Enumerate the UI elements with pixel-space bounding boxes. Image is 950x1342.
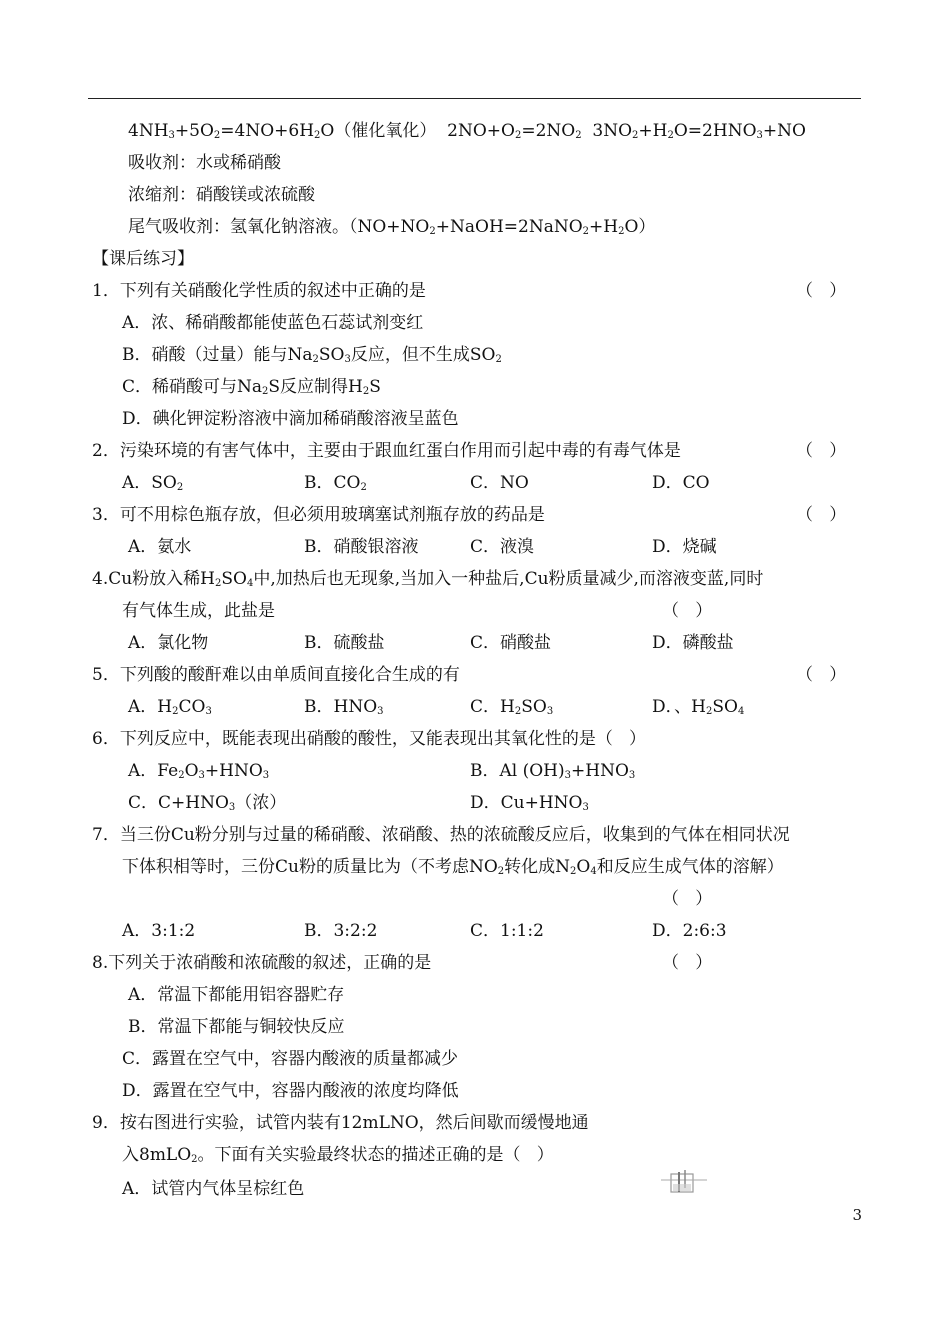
option-q6cd-0: C．$C+HNO_3$（浓） (128, 793, 287, 813)
question-line-q9b: 入8mLO$_2$。下面有关实验最终状态的描述正确的是（ ） (122, 1145, 554, 1165)
question-line-q1a: A．浓、稀硝酸都能使蓝色石蕊试剂变红 (122, 313, 424, 333)
question-line-q4b: 有气体生成，此盐是 (122, 601, 275, 621)
question-line-q8d: D．露置在空气中，容器内酸液的浓度均降低 (122, 1081, 459, 1101)
answer-blank-q5: （ ） (796, 665, 847, 685)
option-q3opts-1: B．硝酸银溶液 (304, 537, 419, 557)
option-q4opts-1: B．硫酸盐 (304, 633, 385, 653)
option-q6ab-0: A．$Fe_2O_3+HNO_3$ (128, 761, 270, 781)
option-q2opts-3: D．CO (652, 473, 710, 493)
option-q3opts-0: A．氨水 (128, 537, 192, 557)
text-line-section: 【课后练习】 (92, 249, 194, 269)
question-line-q2: 2．污染环境的有害气体中，主要由于跟血红蛋白作用而引起中毒的有毒气体是 (92, 441, 681, 461)
question-line-q1d: D．碘化钾淀粉溶液中滴加稀硝酸溶液呈蓝色 (122, 409, 459, 429)
option-q7opts-0: A．3:1:2 (122, 921, 196, 941)
text-line-absorb: 吸收剂：水或稀硝酸 (128, 153, 281, 173)
question-line-q9: 9．按右图进行实验，试管内装有12mLNO，然后间歇而缓慢地通 (92, 1113, 589, 1133)
option-q5opts-0: A．$H_2CO_3$ (128, 697, 212, 717)
text-line-tailgas: 尾气吸收剂：氢氧化钠溶液。$(NO+NO_2+NaOH=2NaNO_2+H_2O)$ (128, 217, 656, 237)
option-q2opts-1: B．$CO_2$ (304, 473, 367, 493)
question-line-q1b: B．硝酸（过量）能与$Na_2SO_3$反应，但不生成$SO_2$ (122, 345, 502, 365)
question-line-q6: 6．下列反应中，既能表现出硝酸的酸性，又能表现出其氧化性的是（ ） (92, 729, 647, 749)
option-q2opts-2: C．NO (470, 473, 529, 493)
option-q4opts-2: C．硝酸盐 (470, 633, 552, 653)
text-line-eq1: $4NH_3+5O_2=4NO+6H_2O$（催化氧化） $2NO+O_2=2NO_2$ $3NO_2+H_2O=2HNO_3+NO$ (128, 121, 806, 141)
option-q5opts-3: D．、$H_2SO_4$ (652, 697, 745, 717)
option-q6cd-1: D．$Cu+HNO_3$ (470, 793, 589, 813)
question-line-q7: 7．当三份Cu粉分别与过量的稀硝酸、浓硝酸、热的浓硫酸反应后，收集到的气体在相同状况 (92, 825, 790, 845)
answer-blank-q2: （ ） (796, 441, 847, 461)
option-q4opts-0: A．氯化物 (128, 633, 209, 653)
question-line-q8b: B．常温下都能与铜较快反应 (128, 1017, 345, 1037)
question-line-q7paren: （ ） (662, 889, 713, 909)
answer-blank-q8: （ ） (662, 953, 713, 973)
option-q6ab-1: B．Al $(OH)_3+HNO_3$ (470, 761, 636, 781)
question-line-q1: 1．下列有关硝酸化学性质的叙述中正确的是 (92, 281, 426, 301)
question-line-q8c: C．露置在空气中，容器内酸液的质量都减少 (122, 1049, 459, 1069)
answer-blank-q4b: （ ） (662, 601, 713, 621)
option-q2opts-0: A．$SO_2$ (122, 473, 184, 493)
question-line-q9a: A．试管内气体呈棕红色 (122, 1179, 305, 1199)
question-line-q3: 3．可不用棕色瓶存放，但必须用玻璃塞试剂瓶存放的药品是 (92, 505, 545, 525)
option-q5opts-1: B．$HNO_3$ (304, 697, 384, 717)
page-number: 3 (852, 1206, 862, 1224)
option-q4opts-3: D．磷酸盐 (652, 633, 734, 653)
option-q3opts-3: D．烧碱 (652, 537, 717, 557)
question-line-q8: 8.下列关于浓硝酸和浓硫酸的叙述，正确的是 (92, 953, 432, 973)
answer-blank-q1: （ ） (796, 281, 847, 301)
option-q7opts-2: C．1:1:2 (470, 921, 544, 941)
header-rule (88, 98, 861, 99)
question-line-q4: 4.Cu粉放入稀$H_2SO_4$中,加热后也无现象,当加入一种盐后,Cu粉质量减少,而溶液变蓝,同时 (92, 569, 764, 589)
question-line-q1c: C．稀硝酸可与$Na_2S$反应制得$H_2S$ (122, 377, 381, 397)
apparatus-figure (661, 1170, 707, 1194)
option-q7opts-1: B．3:2:2 (304, 921, 378, 941)
option-q3opts-2: C．液溴 (470, 537, 535, 557)
question-line-q7b: 下体积相等时，三份Cu粉的质量比为（不考虑$NO_2$转化成$N_2O_4$和反应生成气体的溶解） (122, 857, 784, 877)
answer-blank-q3: （ ） (796, 505, 847, 525)
text-line-concentrate: 浓缩剂：硝酸镁或浓硫酸 (128, 185, 315, 205)
question-line-q5: 5．下列酸的酸酐难以由单质间直接化合生成的有 (92, 665, 460, 685)
option-q7opts-3: D．2:6:3 (652, 921, 727, 941)
question-line-q8a: A．常温下都能用铝容器贮存 (128, 985, 345, 1005)
option-q5opts-2: C．$H_2SO_3$ (470, 697, 554, 717)
